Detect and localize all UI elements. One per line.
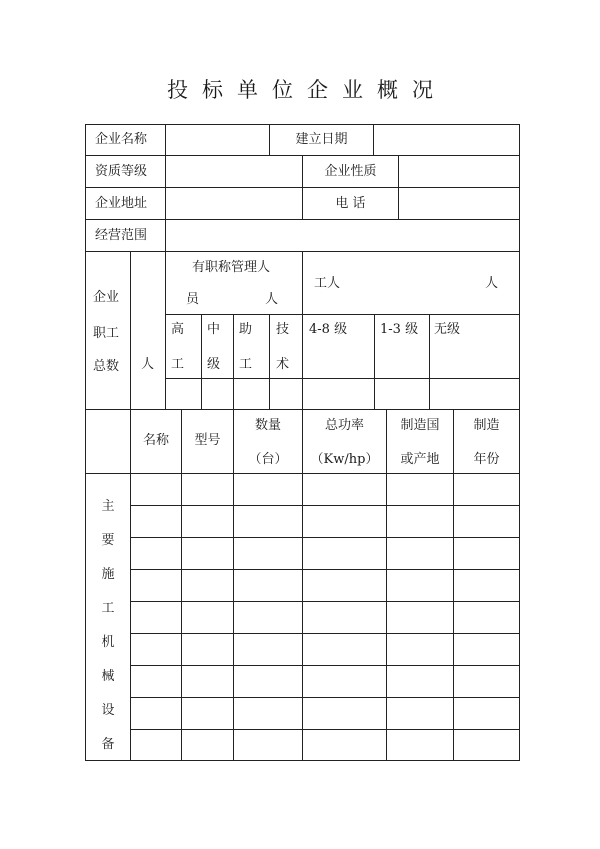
equip-header-quantity-1: 数量 [254,418,281,433]
grade-4-8-label: 4-8 级 [309,322,348,337]
middle-label-2: 级 [207,357,221,372]
equip-header-quantity-2: （台） [248,452,288,467]
assistant-label-1: 助 [239,322,253,337]
phone-label: 电 话 [335,196,366,211]
equip-side-char: 设 [101,703,115,718]
equip-header-origin-2: 或产地 [400,452,440,467]
senior-label-2: 工 [171,357,185,372]
equip-side-char: 备 [101,737,115,752]
no-grade-label: 无级 [434,322,461,337]
equip-header-year-1: 制造 [473,418,500,433]
equip-header-model: 型号 [194,433,221,448]
qualification-label: 资质等级 [95,164,148,179]
equip-side-char: 主 [101,499,115,514]
equip-header-origin-1: 制造国 [400,418,440,433]
staff-label-line2: 职工 [93,326,120,341]
equip-side-char: 施 [101,567,115,582]
mgmt-label-line2b: 人 [265,292,279,307]
grade-1-3-label: 1-3 级 [380,322,419,337]
equip-side-char: 械 [101,669,115,684]
middle-label-1: 中 [207,322,221,337]
workers-unit: 人 [485,276,499,291]
equip-side-char: 机 [101,635,115,650]
page-title: 投标单位企业概况 [167,78,447,102]
company-name-label: 企业名称 [95,132,148,147]
equip-side-char: 要 [101,533,115,548]
technician-label-2: 术 [276,357,290,372]
address-label: 企业地址 [95,196,148,211]
senior-label-1: 高 [171,322,185,337]
mgmt-label-line1: 有职称管理人 [192,260,271,275]
mgmt-label-line2a: 员 [186,292,200,307]
assistant-label-2: 工 [239,357,253,372]
founding-date-label: 建立日期 [295,132,348,147]
company-type-label: 企业性质 [324,164,377,179]
equip-header-name: 名称 [142,433,169,448]
staff-total-unit: 人 [141,357,155,372]
equip-header-power-1: 总功率 [324,418,364,433]
staff-label-line1: 企业 [93,290,120,305]
equip-header-power-2: （Kw/hp） [310,452,379,467]
staff-label-line3: 总数 [93,359,120,374]
equip-header-year-2: 年份 [473,452,500,467]
business-scope-label: 经营范围 [95,228,148,243]
workers-label: 工人 [314,276,341,291]
equip-side-char: 工 [101,601,115,616]
technician-label-1: 技 [276,322,290,337]
